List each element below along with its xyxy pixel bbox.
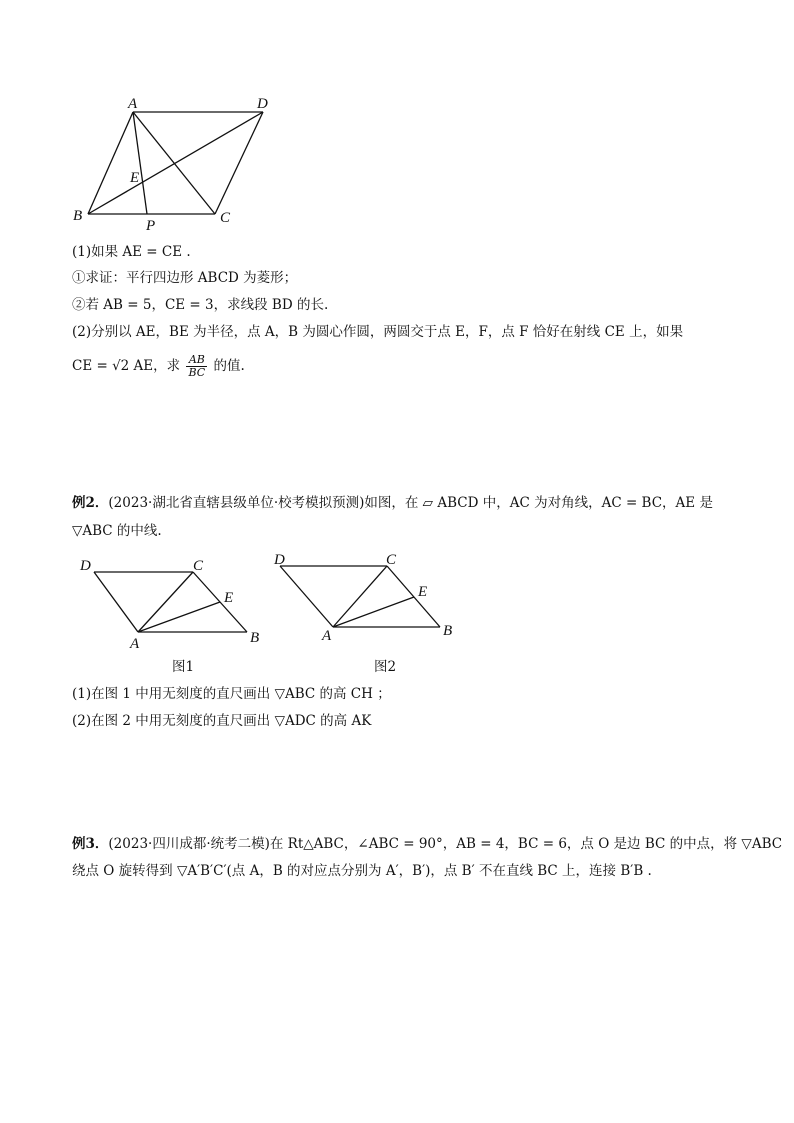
fig2-median-ae [333,597,414,627]
problem1-q2-condition [72,354,245,379]
fig1-label-e: E [224,590,234,606]
label-a: A [128,96,138,112]
fig1-diagonal-ac [138,572,193,632]
example2-figure-2-svg [265,545,465,645]
example2-figure-1-svg [70,552,270,652]
label-p: P [146,218,156,234]
fraction-ab-over-bc [186,354,207,379]
example3-label: 例3． [72,836,109,852]
fig2-label-d: D [274,552,285,568]
label-e: E [130,170,140,186]
fraction-numerator: AB [186,354,207,367]
fig2-label-a: A [322,628,332,644]
example2-line2: ▽ABC 的中线. [72,523,162,539]
fig1-label-d: D [80,558,91,574]
q2-tail-text: 的值. [213,358,245,374]
fig1-label-b: B [250,630,260,646]
fig1-label-a: A [130,636,140,652]
fig1-segment-ad [94,572,138,632]
fig2-label-e: E [418,584,428,600]
figure-1-svg [60,88,290,238]
example2-figure-1 [70,552,270,652]
example3-line2: 绕点 O 旋转得到 ▽A′B′C′(点 A，B 的对应点分别为 A′，B′)，点 B′ 不在直线 BC 上，连接 B′B . [72,863,652,879]
label-d: D [257,96,268,112]
problem1-q2: (2)分别以 AE，BE 为半径，点 A，B 为圆心作圆，两圆交于点 E，F，点 F 恰好在射线 CE 上，如果 [72,324,684,340]
segment-dc [215,112,263,214]
example2-line1 [72,493,713,513]
q2-condition-text: CE = √2 AE，求 [72,358,181,374]
segment-ba [88,112,133,214]
example2-q1: (1)在图 1 中用无刻度的直尺画出 ▽ABC 的高 CH ； [72,686,391,702]
example3-line1 [72,834,782,854]
fig2-segment-ad [280,566,333,627]
example2-figure-2-caption: 图2 [374,659,397,675]
problem1-q1: (1)如果 AE = CE . [72,244,191,260]
example2-label: 例2． [72,495,109,511]
diagonal-bd [88,112,263,214]
fig1-median-ae [138,602,220,632]
example2-q2: (2)在图 2 中用无刻度的直尺画出 ▽ADC 的高 AK [72,713,372,729]
label-c: C [220,210,231,226]
fraction-denominator: BC [188,366,206,379]
label-b: B [73,208,83,224]
example2-figure-1-caption: 图1 [172,659,195,675]
figure-parallelogram-abcd [60,88,290,238]
example2-figure-2 [265,545,465,645]
problem1-q1b: ②若 AB = 5，CE = 3，求线段 BD 的长. [72,297,329,313]
problem1-q1a: ①求证：平行四边形 ABCD 为菱形； [72,270,298,286]
example3-text1: (2023·四川成都·统考二模)在 Rt△ABC，∠ABC = 90°，AB = 4，BC = 6，点 O 是边 BC 的中点，将 ▽ABC [108,836,783,852]
fig1-label-c: C [193,558,204,574]
fig2-label-c: C [386,552,397,568]
fig2-diagonal-ac [333,566,387,627]
fig2-label-b: B [443,623,453,639]
example2-text1: (2023·湖北省直辖县级单位·校考模拟预测)如图，在 ▱ ABCD 中，AC 为对角线，AC = BC，AE 是 [108,495,713,511]
